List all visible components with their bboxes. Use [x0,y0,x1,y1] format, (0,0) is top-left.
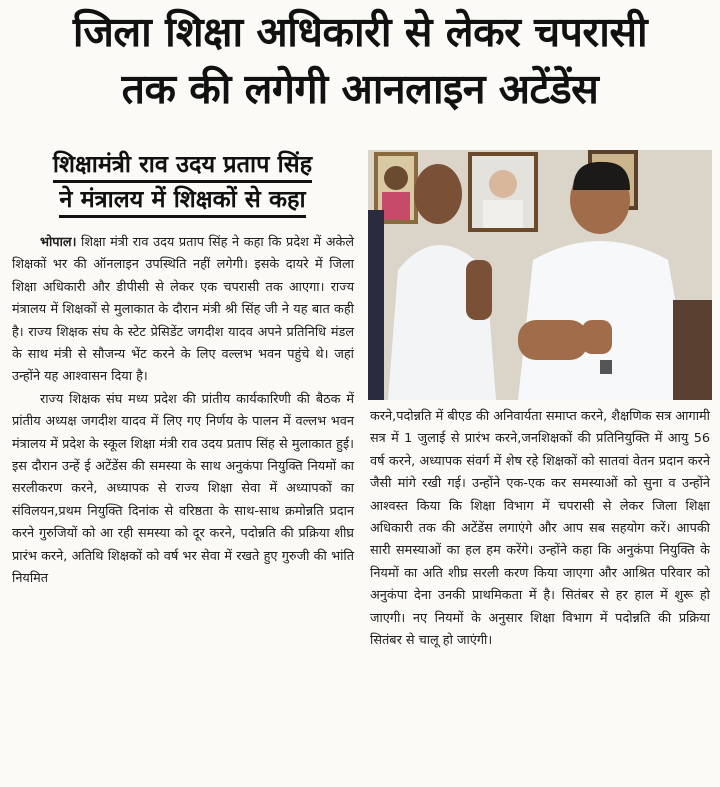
article-paragraph: राज्य शिक्षक संघ मध्य प्रदेश की प्रांतीय कार्यकारिणी की बैठक में प्रांतीय अध्यक्ष जगदीश यादव में लिए गए निर्णय के पालन में वल्लभ भवन मंत्रालय में प्रदेश के स्कूल शिक्षा मंत्री राव उदय प्रताप सिंह से मुलाकात हुई। इस दौरान उन्हें ई अटेंडेंस की समस्या के साथ अनुकंपा नियुक्ति नियमों का सरलीकरण करने, अध्यापक से राज्य शिक्षा सेवा में अध्यापकों का संविलयन,प्रथम नियुक्ति दिनांक से वरिष्ठता के साथ-साथ क्रमोन्नति प्रदान करने गुरुजियों को आ रही समस्या को दूर करने, पदोन्नति की प्रक्रिया शीघ्र प्रारंभ करने, अतिथि शिक्षकों को वर्ष भर सेवा में रखते हुए गुरुजी की भांति नियमित [12,391,354,587]
meeting-photo [368,150,712,400]
paragraph-text: शिक्षा मंत्री राव उदय प्रताप सिंह ने कहा कि प्रदेश में अकेले शिक्षकों भर की ऑनलाइन उपस्थिति नहीं लगेगी। इसके दायरे में जिला शिक्षा अधिकारी और डीपीसी से लेकर एक चपरासी तक आएगा। राज्य मंत्रालय में शिक्षकों से मुलाकात के दौरान मंत्री श्री सिंह जी ने यह बात कही है। राज्य शिक्षक संघ के स्टेट प्रेसिडेंट जगदीश यादव अपने प्रतिनिधि मंडल के साथ मंत्री से सौजन्य भेंट करने के लिए वल्लभ भवन पहुंचे थे। जहां उन्होंने यह आश्वासन दिया है। [12,235,354,385]
subheadline-line-2: ने मंत्रालय में शिक्षकों से कहा [59,183,305,218]
dateline: भोपाल। [40,235,77,250]
article-column-left [12,232,354,591]
subheadline-line-1: शिक्षामंत्री राव उदय प्रताप सिंह [53,148,312,183]
subheadline [10,148,355,218]
photo-illustration [368,150,712,400]
article-paragraph [12,232,354,389]
headline-line-1: जिला शिक्षा अधिकारी से लेकर चपरासी [72,8,648,56]
article-paragraph: करने,पदोन्नति में बीएड की अनिवार्यता समाप्त करने, शैक्षणिक सत्र आगामी सत्र में 1 जुलाई से प्रारंभ करने,जनशिक्षकों की प्रतिनियुक्ति में आयु 56 वर्ष करने, अध्यापक संवर्ग में शेष रहे शिक्षकों को सातवां वेतन प्रदान करने जैसी मांगे रखी गई। उन्होंने एक-एक कर समस्याओं को सुना व उन्होंने आश्वस्त किया कि शिक्षा विभाग में चपरासी से लेकर जिला शिक्षा अधिकारी तक की अटेंडेंस लगाएंगे और आप सब सहयोग करें। आपकी सारी समस्याओं का हल हम करेंगे। उन्होंने कहा कि अनुकंपा नियुक्ति के नियमों का अति शीघ्र सरली करण किया जाएगा और आश्रित परिवार को अनुकंपा देना उनकी प्राथमिकता में है। सितंबर से हर हाल में शुरू हो जाएगी। नए नियमों के अनुसार शिक्षा विभाग में पदोन्नति की प्रक्रिया सितंबर से चालू हो जाएंगी। [370,409,710,649]
headline [0,4,720,118]
article-column-right [370,406,710,652]
headline-line-2: तक की लगेगी आनलाइन अटेंडेंस [121,65,599,113]
